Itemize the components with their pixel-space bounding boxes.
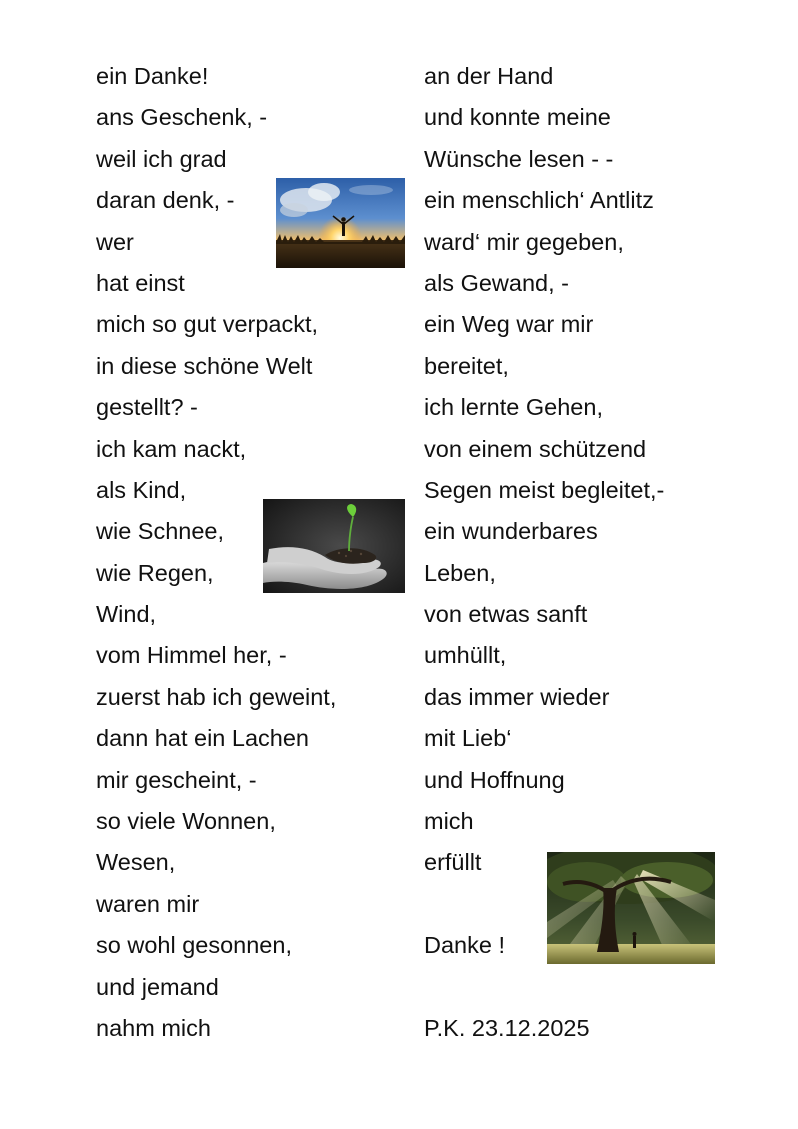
poem-line: ans Geschenk, - (96, 104, 268, 131)
poem-line: erfüllt (424, 849, 482, 876)
poem-line: ich lernte Gehen, (424, 394, 603, 421)
sunset-field-photo (276, 178, 405, 268)
poem-line: nahm mich (96, 1014, 211, 1041)
poem-line: und Hoffnung (424, 766, 565, 793)
poem-line: Wünsche lesen - - (424, 145, 614, 172)
poem-line: P.K. 23.12.2025 (424, 1014, 590, 1041)
poem-line: ich kam nackt, (96, 435, 247, 462)
poem-line: zuerst hab ich geweint, (96, 683, 337, 710)
poem-line: mit Lieb‘ (424, 725, 512, 752)
poem-line: mir gescheint, - (96, 766, 257, 793)
poem-line: hat einst (96, 269, 185, 296)
poem-line: Leben, (424, 559, 496, 586)
poem-line: wer (96, 228, 134, 255)
poem-line: weil ich grad (96, 145, 227, 172)
poem-line: von einem schützend (424, 435, 647, 462)
poem-line: Wind, (96, 601, 157, 628)
poem-line: als Kind, (96, 476, 187, 503)
poem-line: Segen meist begleitet,- (424, 476, 665, 503)
poem-line: umhüllt, (424, 642, 507, 669)
poem-line: ein wunderbares (424, 518, 598, 545)
poem-line: gestellt? - (96, 394, 198, 421)
poem-line: Wesen, (96, 849, 176, 876)
poem-line: ein Weg war mir (424, 311, 594, 338)
poem-line: wie Schnee, (96, 518, 225, 545)
poem-line: von etwas sanft (424, 601, 588, 628)
poem-line: mich (424, 808, 474, 835)
poem-line: so wohl gesonnen, (96, 932, 292, 959)
hands-seedling-photo (263, 499, 405, 593)
poem-line: das immer wieder (424, 683, 610, 710)
poem-line: daran denk, - (96, 187, 235, 214)
tree-sunrays-photo (547, 852, 715, 964)
poem-line: ward‘ mir gegeben, (424, 228, 624, 255)
poem-line: waren mir (96, 890, 200, 917)
poem-line: wie Regen, (96, 559, 214, 586)
poem-line: und konnte meine (424, 104, 611, 131)
poem-line (424, 969, 764, 1010)
poem-line: dann hat ein Lachen (96, 725, 309, 752)
poem-line: in diese schöne Welt (96, 352, 313, 379)
poem-line: so viele Wonnen, (96, 808, 276, 835)
poem-line: ein Danke! (96, 63, 209, 89)
poem-line: vom Himmel her, - (96, 642, 287, 669)
poem-line: an der Hand (424, 63, 554, 89)
poem-line: bereitet, (424, 352, 509, 379)
poem-line: und jemand (96, 973, 219, 1000)
poem-line: als Gewand, - (424, 269, 569, 296)
poem-line: ein menschlich‘ Antlitz (424, 187, 654, 214)
poem-line: mich so gut verpackt, (96, 311, 319, 338)
poem-line: Danke ! (424, 932, 505, 959)
